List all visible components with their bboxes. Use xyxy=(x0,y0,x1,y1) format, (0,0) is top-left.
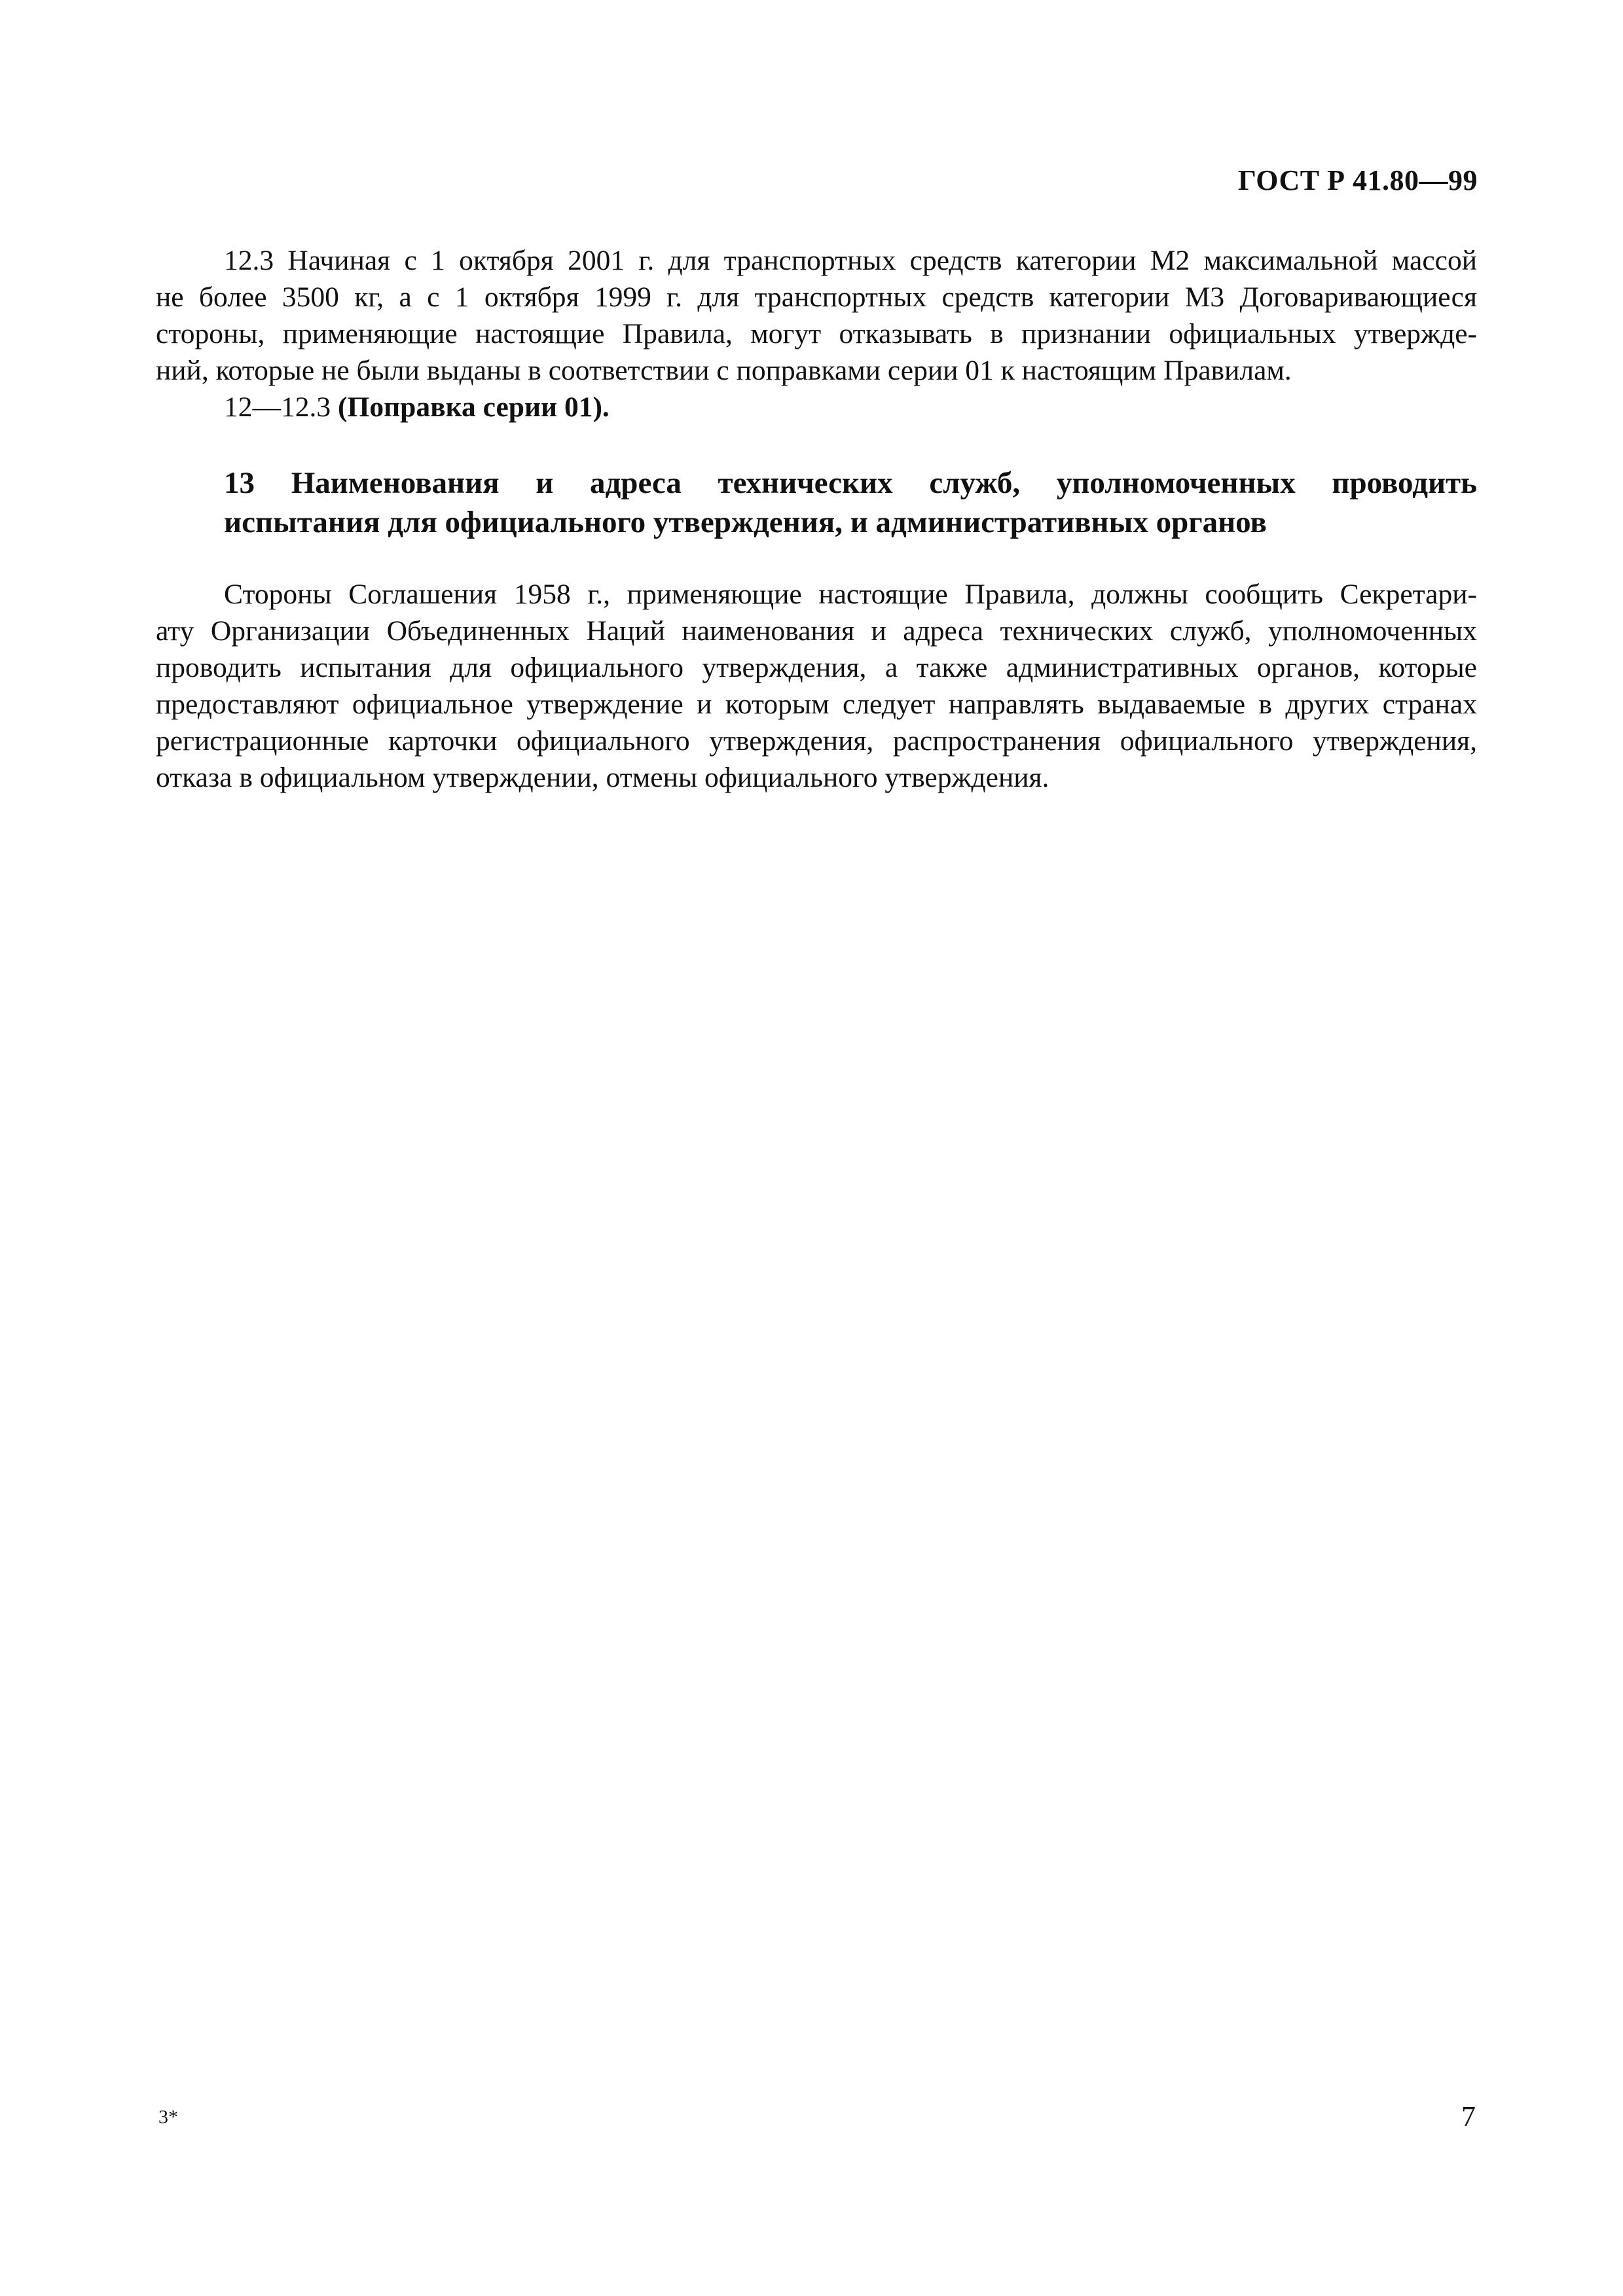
paragraph-line: проводить испытания для официального утверждения, а также административных органов, которые xyxy=(156,652,1477,683)
paragraph-line: не более 3500 кг, а с 1 октября 1999 г. для транспортных средств категории М3 Договаривающиеся xyxy=(156,281,1477,313)
paragraph-line: ний, которые не были выданы в соответствии с поправками серии 01 к настоящим Правилам. xyxy=(156,355,1292,386)
heading-line: 13 Наименования и адреса технических служб, уполномоченных проводить xyxy=(224,466,1477,500)
amendment-note-prefix: 12—12.3 xyxy=(224,391,338,423)
paragraph-line: регистрационные карточки официального утверждения, распространения официального утверждения, xyxy=(156,725,1477,757)
section-13-heading xyxy=(224,463,1477,542)
paragraph-line: стороны, применяющие настоящие Правила, могут отказывать в признании официальных утвержде- xyxy=(156,318,1477,350)
amendment-note xyxy=(156,389,1477,425)
paragraph-line: Стороны Соглашения 1958 г., применяющие настоящие Правила, должны сообщить Секретари- xyxy=(224,579,1477,610)
paragraph-line: ату Организации Объединенных Наций наименования и адреса технических служб, уполномоченных xyxy=(156,615,1477,647)
paragraph-line: отказа в официальном утверждении, отмены официального утверждения. xyxy=(156,762,1049,793)
page-content xyxy=(156,242,1477,796)
paragraph-line: предоставляют официальное утверждение и которым следует направлять выдаваемые в других странах xyxy=(156,689,1477,720)
section-13-body xyxy=(156,576,1477,796)
paragraph-line: 12.3 Начиная с 1 октября 2001 г. для транспортных средств категории М2 максимальной массой xyxy=(224,245,1477,276)
sheet-mark: 3* xyxy=(158,2106,178,2128)
document-code-header: ГОСТ Р 41.80—99 xyxy=(1237,164,1478,196)
amendment-note-bold: (Поправка серии 01). xyxy=(338,391,610,423)
heading-line: испытания для официального утверждения, и административных органов xyxy=(224,505,1267,539)
paragraph-12-3 xyxy=(156,242,1477,389)
page-number: 7 xyxy=(1461,2100,1476,2132)
